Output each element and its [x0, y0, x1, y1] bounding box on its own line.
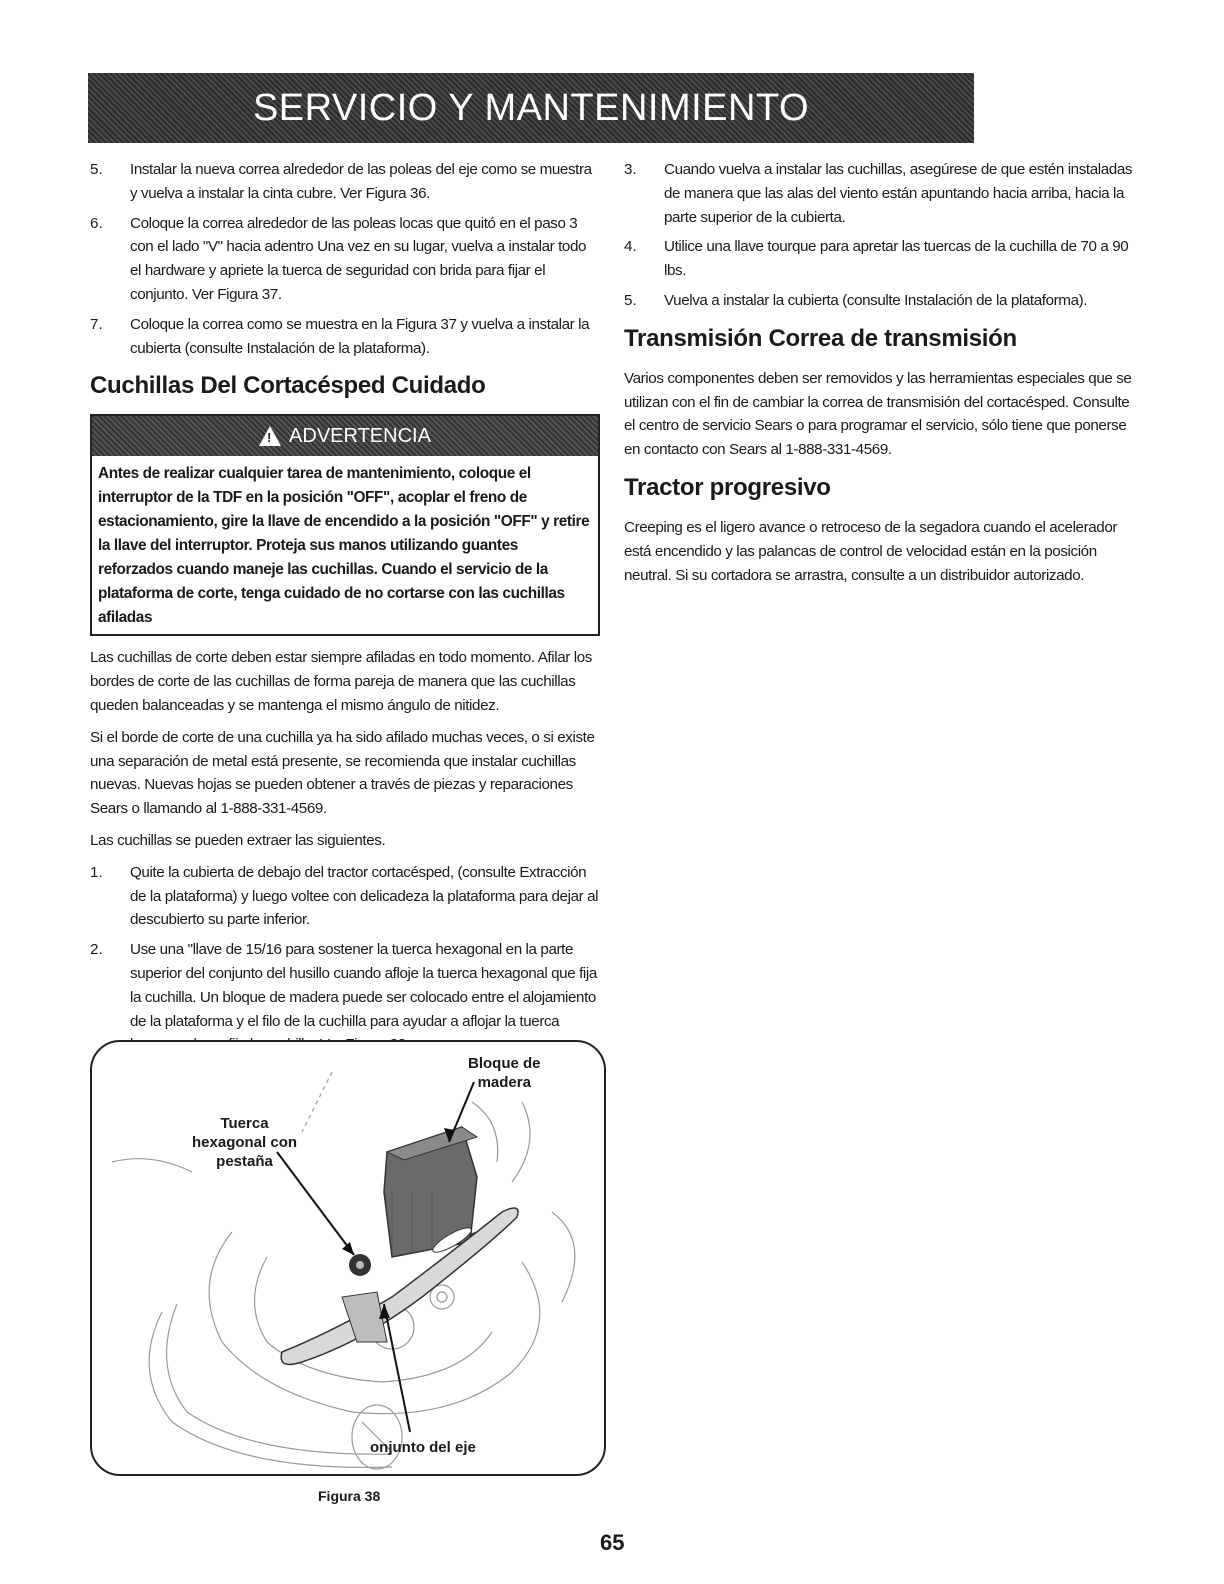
- paragraph: Si el borde de corte de una cuchilla ya ha sido afilado muchas veces, o si existe una separación de metal está presente, se recomienda que instalar cuchillas nuevas. Nuevas hojas se pueden obtener a través de piezas y reparaciones Sears o llamando al 1-888-331-4569.: [90, 728, 595, 818]
- page-number: 65: [600, 1530, 625, 1555]
- list-number: 2.: [90, 941, 103, 959]
- section-banner: [88, 73, 974, 143]
- list-text: Vuelva a instalar la cubierta (consulte Instalación de la plataforma).: [664, 291, 1088, 309]
- label-flange-nut: [192, 1114, 297, 1171]
- label-line: Tuerca: [220, 1115, 269, 1132]
- label-line: pestaña: [216, 1153, 273, 1170]
- label-shaft-assembly: onjunto del eje: [370, 1439, 476, 1456]
- section-heading-tractor: Tractor progresivo: [624, 473, 831, 501]
- paragraph: Las cuchillas se pueden extraer las siguientes.: [90, 831, 386, 849]
- list-item: [90, 158, 600, 206]
- warning-header: [92, 416, 598, 456]
- warning-box: [90, 414, 600, 636]
- step-list-c: [624, 158, 1144, 313]
- left-column: [90, 158, 600, 1063]
- list-text: Cuando vuelva a instalar las cuchillas, asegúrese de que estén instaladas de manera que las alas del viento están apuntando hacia arriba, hacia la parte superior de la cubierta.: [664, 161, 1133, 226]
- list-text: Use una "llave de 15/16 para sostener la tuerca hexagonal en la parte superior del conjunto del husillo cuando afloje la tuerca hexagonal que fija la cuchilla. Un bloque de madera puede ser colocado entre el alojamiento de la plataforma y el filo de la cuchilla para ayudar a aflojar la tuerca: [130, 941, 597, 1030]
- step-list-b: [90, 861, 600, 1057]
- label-line: hexagonal con: [192, 1134, 298, 1151]
- blade-diagram: [92, 1042, 604, 1474]
- list-number: 5.: [90, 161, 103, 178]
- list-number: 6.: [90, 214, 103, 232]
- right-column: [624, 158, 1144, 595]
- list-text: Coloque la correa como se muestra en la Figura 37 y vuelva a instalar la cubierta (consulte Instalación de la plataforma).: [130, 315, 590, 357]
- list-number: 4.: [624, 238, 637, 256]
- list-number: 3.: [624, 161, 637, 178]
- figure-38-illustration: [90, 1040, 606, 1476]
- paragraph: Creeping es el ligero avance o retroceso de la segadora cuando el acelerador está encendido y las palancas de control de velocidad están en la posición neutral. Si su cortadora se arrastra, consulte a un distribuidor autorizado.: [624, 518, 1118, 584]
- list-text: Instalar la nueva correa alrededor de las poleas del eje como se muestra y vuelva a instalar la cinta cubre. Ver Figura 36.: [130, 161, 592, 202]
- list-number: 7.: [90, 315, 103, 333]
- paragraph: Varios componentes deben ser removidos y las herramientas especiales que se utilizan con el fin de cambiar la correa de transmisión del cortacésped. Consulte el centro de servicio Sears o para programar el servicio, sólo tiene que ponerse en contacto con Sears al 1-888-331-4569.: [624, 369, 1132, 459]
- list-number: 1.: [90, 863, 103, 881]
- list-item: [624, 158, 1144, 229]
- label-line: madera: [477, 1074, 531, 1091]
- section-heading-blades: Cuchillas Del Cortacésped Cuidado: [90, 372, 486, 400]
- warning-text: Antes de realizar cualquier tarea de mantenimiento, coloque el interruptor de la TDF en la posición "OFF", acoplar el freno de estacionamiento, gire la llave de encendido a la posición "OFF" y retire la llave del interruptor. Proteja sus manos utilizando guantes reforzados cuando maneje las cuchillas. Cuando el servicio de la plataforma de corte, tenga cuidado de no cortarse con las cuchillas afiladas: [98, 465, 590, 627]
- list-number: 5.: [624, 291, 637, 309]
- list-item: [624, 235, 1144, 283]
- list-text: Quite la cubierta de debajo del tractor cortacésped, (consulte Extracción de la plataforma) y luego voltee con delicadeza la plataforma para dejar al descubierto su parte inferior.: [130, 863, 599, 929]
- step-list-a: [90, 158, 600, 360]
- label-wood-block: [468, 1054, 541, 1092]
- paragraph: Las cuchillas de corte deben estar siempre afiladas en todo momento. Afilar los bordes de corte de las cuchillas de forma pareja de manera que las cuchillas queden balanceadas y se mantenga el mismo ángulo de nitidez.: [90, 649, 592, 714]
- section-heading-transmission: Transmisión Correa de transmisión: [624, 324, 1017, 352]
- warning-triangle-icon: !: [259, 426, 281, 446]
- list-item: [90, 313, 600, 361]
- figure-caption: Figura 38: [318, 1488, 381, 1504]
- list-item: [90, 212, 600, 307]
- list-text: Utilice una llave tourque para apretar las tuercas de la cuchilla de 70 a 90 lbs.: [664, 238, 1129, 280]
- page-title: SERVICIO Y MANTENIMIENTO: [252, 86, 810, 129]
- label-line: Bloque de: [468, 1055, 541, 1072]
- list-item: [90, 861, 600, 932]
- list-item: [624, 289, 1144, 313]
- list-text: Coloque la correa alrededor de las poleas locas que quitó en el paso 3 con el lado "V" hacia adentro Una vez en su lugar, vuelva a instalar todo el hardware y apriete la tuerca de seguridad con brida para fijar el conjunto. Ver Figura 37.: [130, 214, 587, 303]
- warning-title: ADVERTENCIA: [289, 424, 431, 447]
